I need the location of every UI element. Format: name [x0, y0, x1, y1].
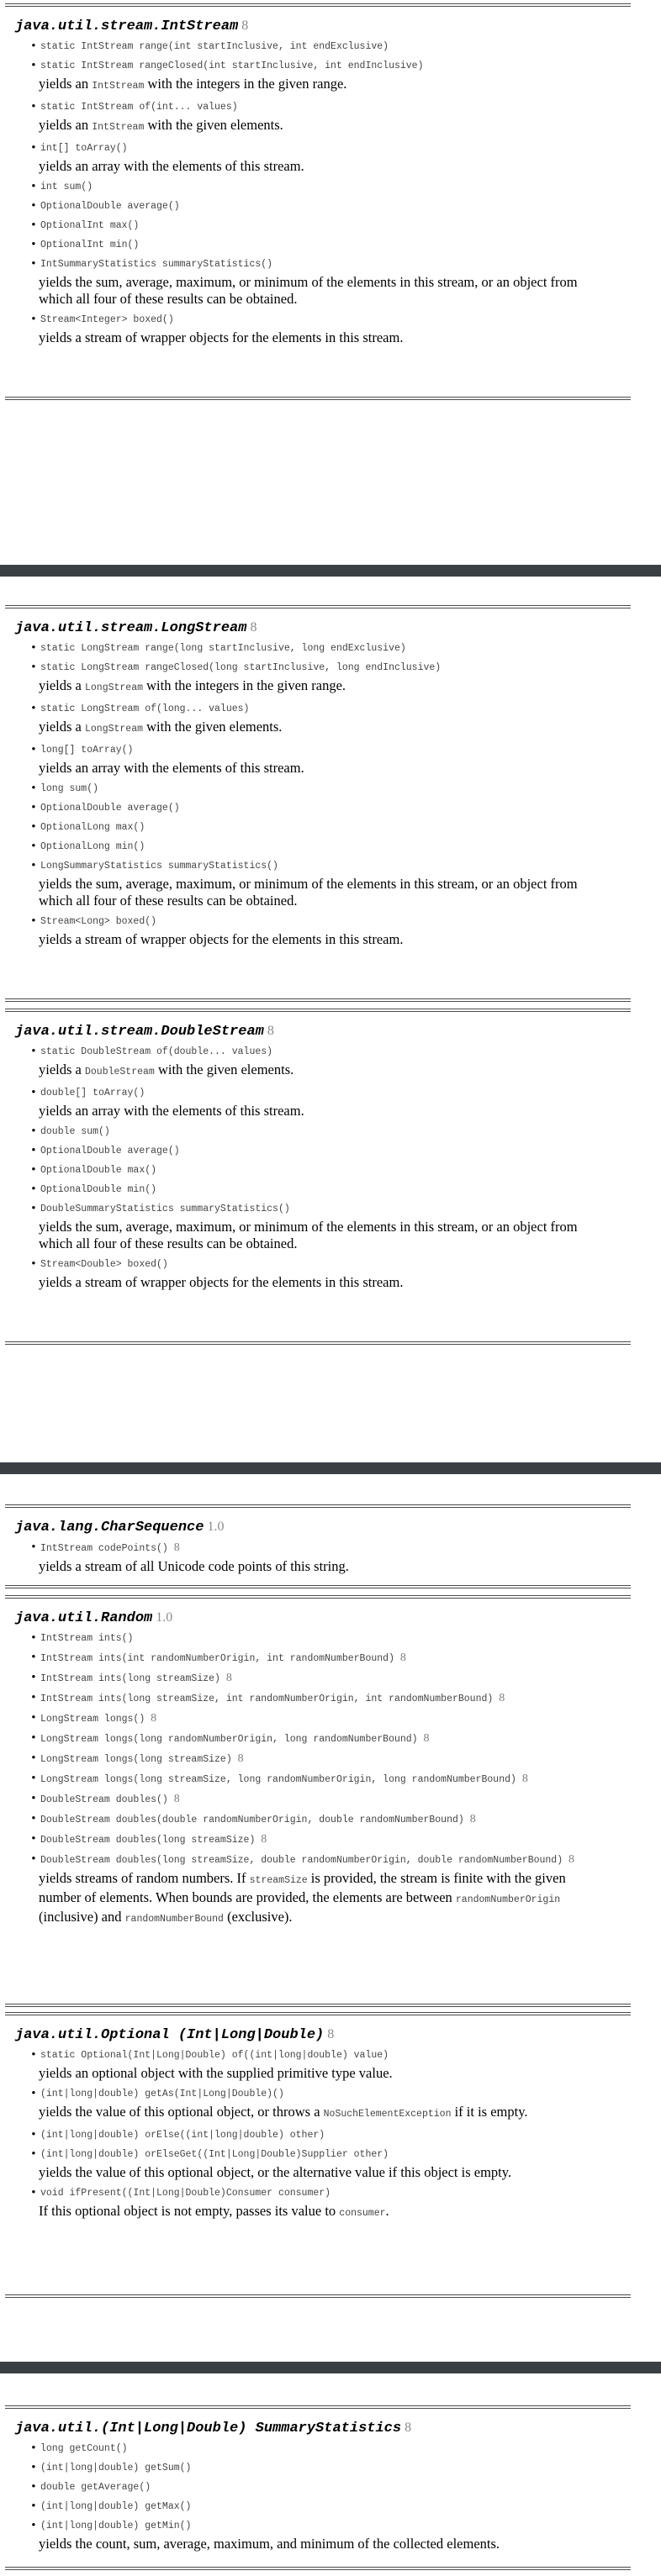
method-signature: • long sum()	[30, 782, 605, 796]
method-signature: • LongStream longs(long randomNumberOrigin, long randomNumberBound) 8	[30, 1732, 605, 1746]
method-signature: • (int|long|double) orElse((int|long|double) other)	[30, 2129, 605, 2142]
method-signature: • DoubleStream doubles() 8	[30, 1793, 605, 1807]
method-signature: • DoubleStream doubles(double randomNumberOrigin, double randomNumberBound) 8	[30, 1813, 605, 1827]
method-description: yields the sum, average, maximum, or minimum of the elements in this stream, or an object from which all four of these results can be obtained.	[39, 274, 578, 307]
method-signature: • LongSummaryStatistics summaryStatistics()	[30, 860, 605, 873]
method-signature: • LongStream longs() 8	[30, 1712, 605, 1726]
method-description: yields the value of this optional object, or throws a NoSuchElementException if it is empty.	[39, 2104, 528, 2120]
method-description: yields the sum, average, maximum, or minimum of the elements in this stream, or an object from which all four of these results can be obtained.	[39, 1219, 578, 1251]
method-signature: • OptionalDouble average()	[30, 802, 605, 815]
class-title: java.util.stream.DoubleStream 8	[15, 1024, 274, 1040]
method-description: yields the count, sum, average, maximum, and minimum of the collected elements.	[39, 2536, 500, 2552]
method-signature: • static IntStream range(int startInclusive, int endExclusive)	[30, 40, 605, 54]
method-signature: • Stream<Double> boxed()	[30, 1258, 605, 1272]
method-description: yields an IntStream with the given elements.	[39, 117, 283, 133]
method-description: yields the sum, average, maximum, or minimum of the elements in this stream, or an object from which all four of these results can be obtained.	[39, 876, 578, 909]
method-signature: • double getAverage()	[30, 2481, 605, 2494]
method-signature: • OptionalDouble average()	[30, 1145, 605, 1158]
method-signature: • static IntStream of(int... values)	[30, 101, 605, 114]
section-separator	[0, 1462, 661, 1474]
class-title: java.util.(Int|Long|Double) SummaryStatistics 8	[15, 2421, 412, 2436]
method-signature: • OptionalInt min()	[30, 239, 605, 252]
method-signature: • LongStream longs(long streamSize) 8	[30, 1752, 605, 1767]
method-description: yields streams of random numbers. If streamSize is provided, the stream is finite with the given number of elements. When bounds are provided, the elements are between randomNumberOrigin (inclusive) and randomNumberBound (exclusive).	[39, 1870, 566, 1925]
method-signature: • (int|long|double) orElseGet((Int|Long|Double)Supplier other)	[30, 2148, 605, 2162]
method-signature: • long[] toArray()	[30, 744, 605, 757]
method-signature: • IntStream ints(long streamSize, int randomNumberOrigin, int randomNumberBound) 8	[30, 1692, 605, 1706]
class-title: java.util.stream.IntStream 8	[15, 18, 249, 34]
section-separator	[0, 565, 661, 577]
method-signature: • OptionalInt max()	[30, 219, 605, 233]
method-signature: • OptionalLong min()	[30, 840, 605, 854]
method-signature: • double sum()	[30, 1125, 605, 1139]
method-signature: • static LongStream range(long startInclusive, long endExclusive)	[30, 642, 605, 656]
optional-api-box	[5, 2012, 631, 2298]
method-description: yields a stream of wrapper objects for the elements in this stream.	[39, 329, 404, 345]
method-signature: • long getCount()	[30, 2442, 605, 2456]
method-signature: • (int|long|double) getMax()	[30, 2500, 605, 2514]
method-signature: • DoubleSummaryStatistics summaryStatistics()	[30, 1203, 605, 1216]
method-signature: • OptionalLong max()	[30, 821, 605, 835]
method-signature: • static IntStream rangeClosed(int startInclusive, int endInclusive)	[30, 60, 605, 73]
method-description: yields a DoubleStream with the given elements.	[39, 1061, 294, 1077]
method-signature: • static DoubleStream of(double... values)	[30, 1046, 605, 1059]
method-description: yields an array with the elements of this stream.	[39, 760, 304, 776]
method-signature: • OptionalDouble max()	[30, 1164, 605, 1177]
method-signature: • IntStream ints(long streamSize) 8	[30, 1672, 605, 1686]
method-description: yields a stream of wrapper objects for the elements in this stream.	[39, 931, 404, 947]
method-signature: • DoubleStream doubles(long streamSize) 8	[30, 1833, 605, 1847]
method-signature: • OptionalDouble average()	[30, 200, 605, 213]
charsequence-api-box	[5, 1504, 631, 1588]
method-description: yields a LongStream with the given elements.	[39, 719, 283, 735]
method-signature: • DoubleStream doubles(long streamSize, double randomNumberOrigin, double randomNumberBound) 8	[30, 1853, 605, 1867]
method-signature: • OptionalDouble min()	[30, 1183, 605, 1197]
method-signature: • Stream<Long> boxed()	[30, 915, 605, 929]
method-description: yields the value of this optional object, or the alternative value if this object is empty.	[39, 2164, 512, 2180]
method-signature: • IntSummaryStatistics summaryStatistics()	[30, 258, 605, 271]
method-signature: • IntStream codePoints() 8	[30, 1541, 605, 1556]
method-description: If this optional object is not empty, passes its value to consumer.	[39, 2203, 389, 2219]
random-api-box	[5, 1595, 631, 2007]
method-description: yields a stream of all Unicode code points of this string.	[39, 1558, 349, 1574]
doublestream-api-box	[5, 1009, 631, 1345]
method-signature: • IntStream ints()	[30, 1632, 605, 1646]
method-signature: • void ifPresent((Int|Long|Double)Consumer consumer)	[30, 2187, 605, 2200]
class-title: java.util.Optional (Int|Long|Double) 8	[15, 2027, 335, 2043]
method-signature: • IntStream ints(int randomNumberOrigin, int randomNumberBound) 8	[30, 1651, 605, 1666]
method-signature: • (int|long|double) getMin()	[30, 2520, 605, 2533]
method-signature: • LongStream longs(long streamSize, long randomNumberOrigin, long randomNumberBound) 8	[30, 1773, 605, 1787]
section-separator	[0, 2362, 661, 2373]
method-description: yields a LongStream with the integers in the given range.	[39, 677, 346, 693]
class-title: java.util.Random 1.0	[15, 1610, 173, 1626]
method-signature: • static LongStream of(long... values)	[30, 703, 605, 716]
method-description: yields an optional object with the supplied primitive type value.	[39, 2065, 393, 2081]
method-signature: • (int|long|double) getAs(Int|Long|Double)()	[30, 2088, 605, 2101]
longstream-api-box	[5, 605, 631, 1002]
method-signature: • double[] toArray()	[30, 1087, 605, 1100]
method-signature: • (int|long|double) getSum()	[30, 2462, 605, 2475]
method-signature: • static LongStream rangeClosed(long startInclusive, long endInclusive)	[30, 661, 605, 675]
method-description: yields an array with the elements of this stream.	[39, 158, 304, 174]
intstream-api-box	[5, 3, 631, 400]
class-title: java.util.stream.LongStream 8	[15, 620, 257, 636]
method-description: yields an array with the elements of this stream.	[39, 1103, 304, 1119]
method-description: yields a stream of wrapper objects for the elements in this stream.	[39, 1274, 404, 1290]
method-signature: • Stream<Integer> boxed()	[30, 313, 605, 327]
method-signature: • int sum()	[30, 181, 605, 194]
summarystatistics-api-box	[5, 2405, 631, 2570]
class-title: java.lang.CharSequence 1.0	[15, 1520, 225, 1536]
method-signature: • int[] toArray()	[30, 142, 605, 155]
method-signature: • static Optional(Int|Long|Double) of((int|long|double) value)	[30, 2049, 605, 2062]
method-description: yields an IntStream with the integers in the given range.	[39, 76, 347, 92]
